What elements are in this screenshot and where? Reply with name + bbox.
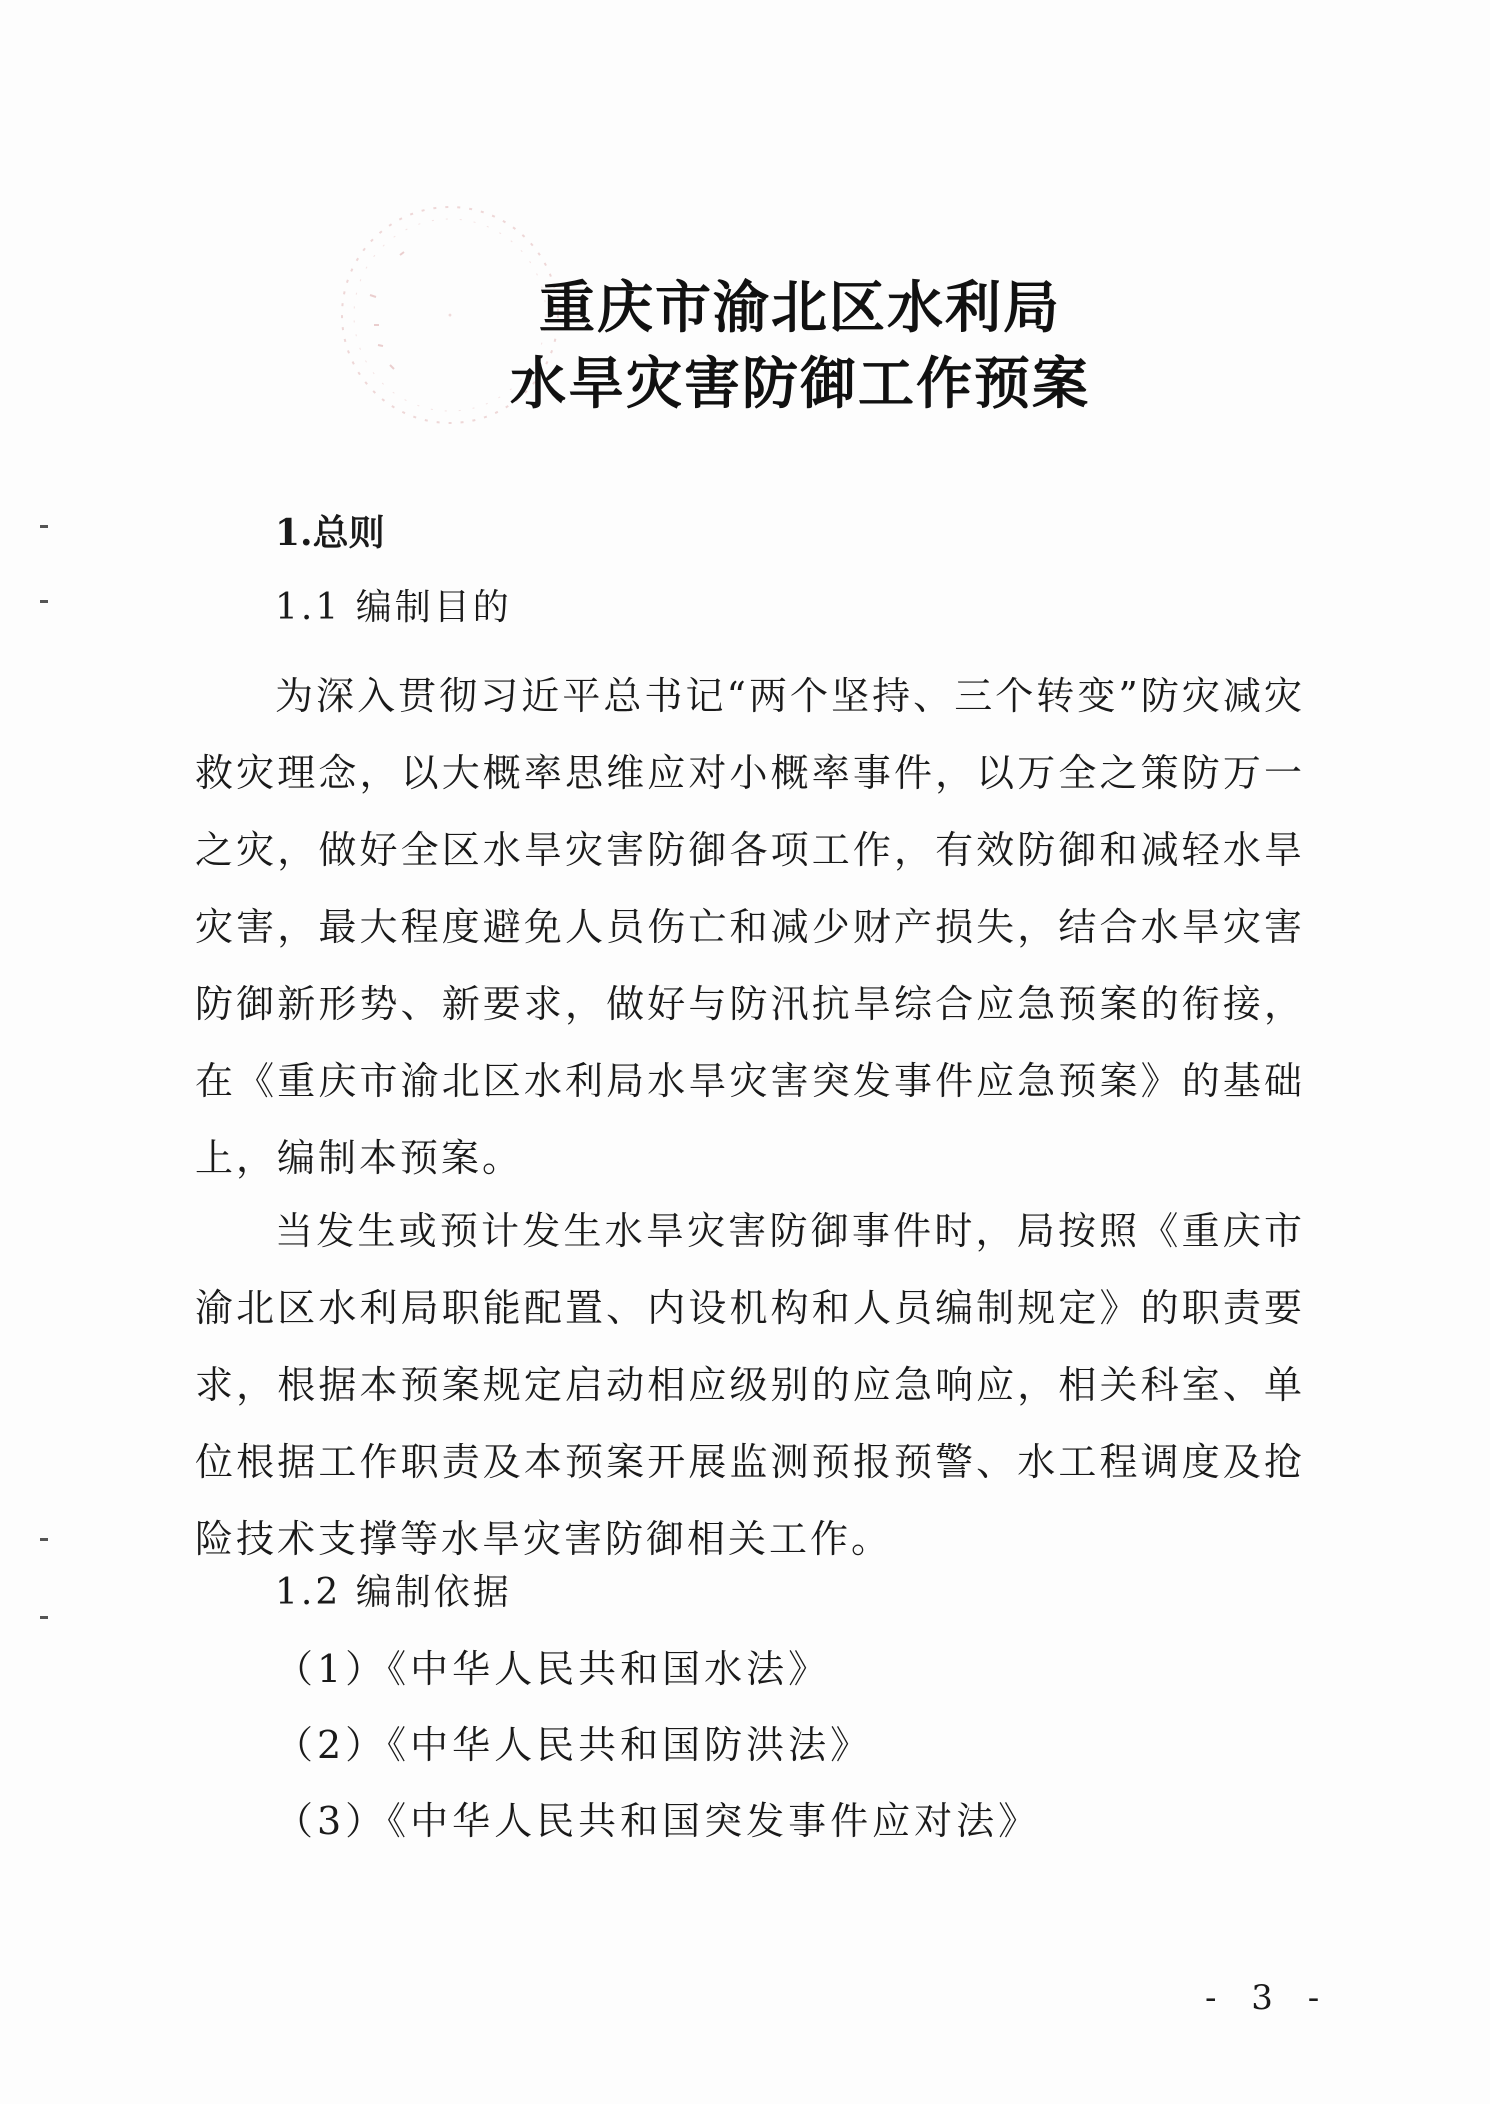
law-item: （3）《中华人民共和国突发事件应对法》	[275, 1799, 1041, 1843]
law-item: （1）《中华人民共和国水法》	[275, 1647, 831, 1691]
scan-artifact-mark	[40, 525, 48, 528]
document-title-line2: 水旱灾害防御工作预案	[510, 351, 1090, 417]
section-heading-general: 1.总则	[275, 512, 385, 554]
scan-artifact-mark	[40, 1616, 48, 1619]
document-title-line1: 重庆市渝北区水利局	[539, 275, 1061, 341]
scan-artifact-mark	[40, 600, 48, 603]
law-item: （2）《中华人民共和国防洪法》	[275, 1723, 873, 1767]
svg-text:·: ·	[446, 304, 454, 329]
scan-artifact-mark	[40, 1538, 48, 1541]
subsection-heading-basis: 1.2 编制依据	[275, 1572, 512, 1613]
paragraph-purpose-2: 当发生或预计发生水旱灾害防御事件时，局按照《重庆市渝北区水利局职能配置、内设机构和人员编制规定》的职责要求，根据本预案规定启动相应级别的应急响应，相关科室、单位根据工作职责及本预案开展监测预报预警、水工程调度及抢险技术支撑等水旱灾害防御相关工作。	[195, 1209, 1305, 1561]
paragraph-purpose-1: 为深入贯彻习近平总书记“两个坚持、三个转变”防灾减灾救灾理念，以大概率思维应对小概率事件，以万全之策防万一之灾，做好全区水旱灾害防御各项工作，有效防御和减轻水旱灾害，最大程度避免人员伤亡和减少财产损失，结合水旱灾害防御新形势、新要求，做好与防汛抗旱综合应急预案的衔接，在《重庆市渝北区水利局水旱灾害突发事件应急预案》的基础上，编制本预案。	[195, 674, 1305, 1180]
page-number: - 3 -	[1205, 1978, 1332, 2018]
subsection-heading-purpose: 1.1 编制目的	[275, 587, 512, 628]
